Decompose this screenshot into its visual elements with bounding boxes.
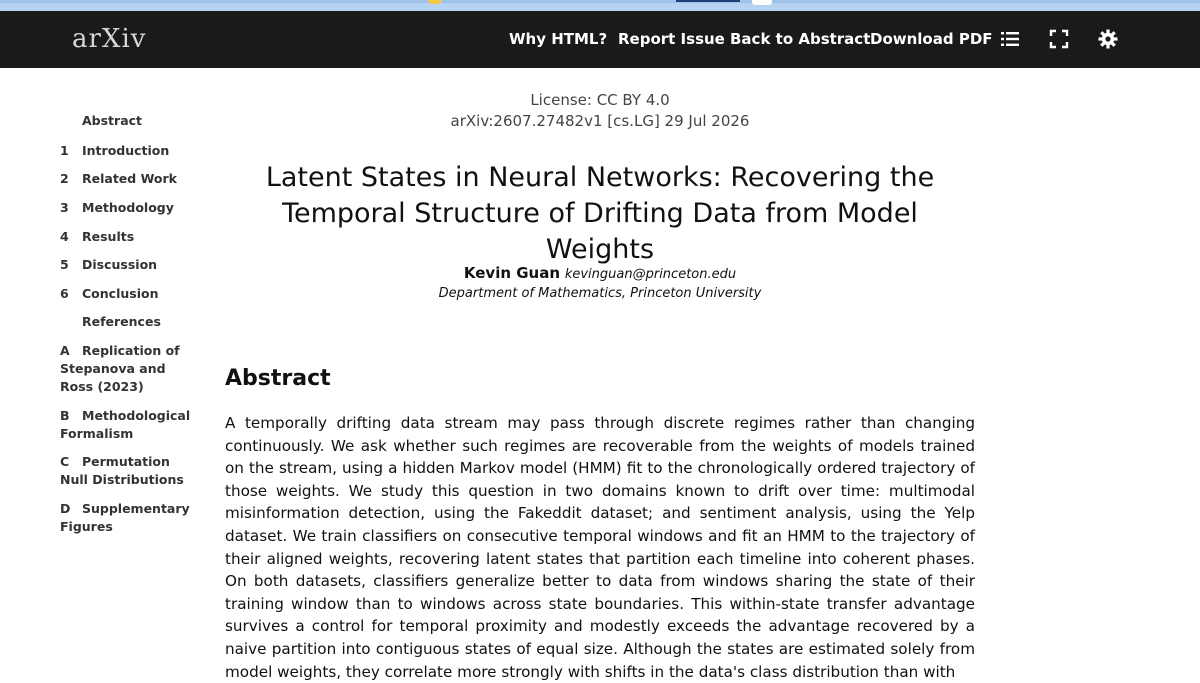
top-navbar xyxy=(0,11,1200,68)
author-affiliation: Department of Mathematics, Princeton University xyxy=(438,286,762,301)
toc-item-related-work[interactable]: 2 Related Work xyxy=(60,171,177,186)
toc-item-introduction[interactable]: 1 Introduction xyxy=(60,143,170,158)
browser-banner-strip xyxy=(0,0,1200,11)
toc-item-abstract[interactable]: Abstract xyxy=(82,113,143,128)
author-line xyxy=(0,264,1200,282)
author-name: Kevin Guan xyxy=(463,264,561,282)
arxiv-logo-text: arXiv xyxy=(72,24,147,54)
banner-close-box[interactable] xyxy=(752,0,772,5)
toc-item-results[interactable]: 4 Results xyxy=(60,229,135,244)
toc-list-icon[interactable] xyxy=(999,28,1021,50)
why-html-link[interactable]: Why HTML? xyxy=(509,30,608,48)
theme-settings-icon[interactable] xyxy=(1097,28,1119,50)
toc-item-methodology[interactable]: 3 Methodology xyxy=(60,200,174,215)
paper-title: Latent States in Neural Networks: Recovering the Temporal Structure of Drifting Data from Model Weights xyxy=(265,162,935,265)
banner-emoji-icon xyxy=(428,0,442,4)
toc-item-appendix-a[interactable]: A Replication of Stepanova and Ross (2023) xyxy=(60,343,180,394)
download-pdf-link[interactable]: Download PDF xyxy=(870,30,993,48)
abstract-heading: Abstract xyxy=(225,366,331,391)
report-issue-link[interactable]: Report Issue xyxy=(618,30,725,48)
toc-item-references[interactable]: References xyxy=(82,314,161,329)
toc-item-discussion[interactable]: 5 Discussion xyxy=(60,257,158,272)
back-to-abstract-link[interactable]: Back to Abstract xyxy=(730,30,871,48)
arxiv-id-line: arXiv:2607.27482v1 [cs.LG] 29 Jul 2026 xyxy=(450,112,750,130)
arxiv-logo[interactable] xyxy=(72,21,146,57)
toc-item-appendix-d[interactable]: D Supplementary Figures xyxy=(60,501,190,534)
abstract-text: A temporally drifting data stream may pass through discrete regimes rather than changing continuously. We ask whether such regimes are recoverable from the weights of models trained on the stream, using a hidden Markov model (HMM) fit to the chronologically ordered trajectory of those weights. We study this question in two domains known to drift over time: multimodal misinformation detection, using the Fakeddit dataset; and sentiment analysis, using the Yelp dataset. We train classifiers on consecutive temporal windows and fit an HMM to the trajectory of their aligned weights, recovering latent states that partition each timeline into coherent phases. On both datasets, classifiers generalize better to data from windows sharing the state of their training window than to windows across state boundaries. This within-state transfer advantage survives a control for temporal proximity and modestly exceeds the advantage recovered by a naive partition into contiguous states of equal size. Although the states are estimated solely from model weights, they correlate more strongly with shifts in the data's class distribution than with xyxy=(225,414,975,681)
license-line: License: CC BY 4.0 xyxy=(530,91,670,109)
toc-item-appendix-b[interactable]: B Methodological Formalism xyxy=(60,408,191,441)
toc-item-conclusion[interactable]: 6 Conclusion xyxy=(60,286,159,301)
fullscreen-icon[interactable] xyxy=(1048,28,1070,50)
toc-item-appendix-c[interactable]: C Permutation Null Distributions xyxy=(60,454,184,487)
author-email[interactable]: kevinguan@princeton.edu xyxy=(564,267,737,282)
